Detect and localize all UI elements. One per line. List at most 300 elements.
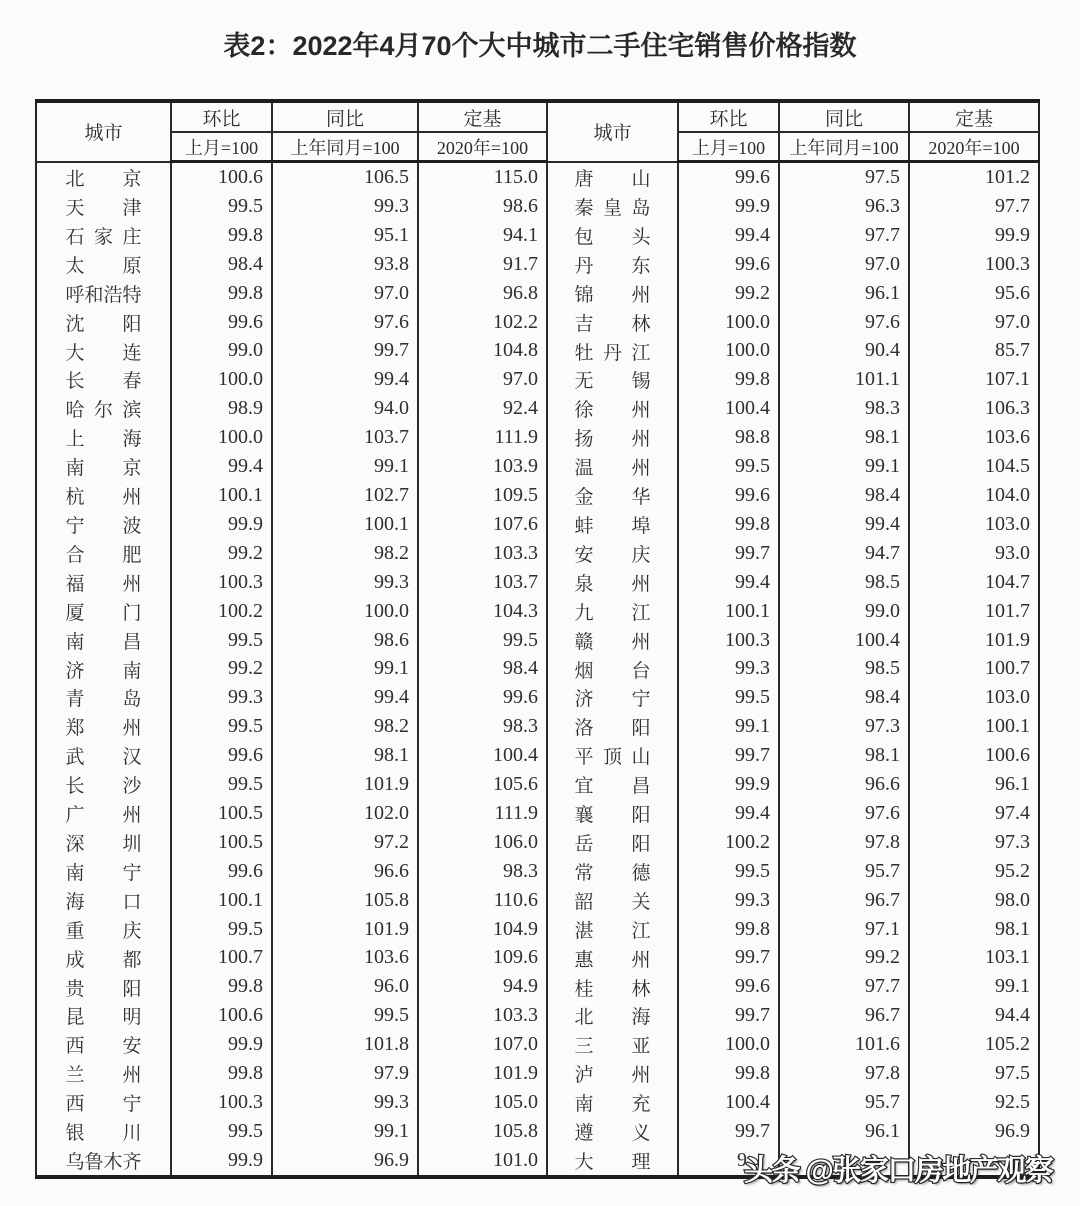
yoy-value-cell: 99.4	[272, 683, 418, 712]
mom-value-cell: 99.4	[678, 221, 779, 250]
yoy-value-cell: 97.6	[779, 308, 909, 337]
city-cell	[36, 510, 171, 539]
city-name: 大连	[65, 342, 142, 364]
city-cell	[36, 221, 171, 250]
city-name: 常德	[574, 862, 651, 884]
mom-value-cell: 99.3	[678, 886, 779, 915]
fixed-value-cell: 101.7	[909, 597, 1039, 626]
fixed-value-cell: 91.7	[418, 250, 547, 279]
yoy-value-cell: 96.7	[779, 1001, 909, 1030]
city-cell	[36, 336, 171, 365]
yoy-value-cell: 96.6	[272, 857, 418, 886]
table-row	[36, 1117, 1039, 1146]
mom-value-cell: 100.1	[678, 597, 779, 626]
yoy-value-cell: 103.6	[272, 943, 418, 972]
fixed-value-cell: 97.0	[418, 365, 547, 394]
city-cell	[36, 1030, 171, 1059]
city-name: 武汉	[65, 747, 142, 769]
mom-value-cell: 100.0	[678, 308, 779, 337]
fixed-value-cell: 99.9	[909, 221, 1039, 250]
city-name: 丹东	[574, 255, 651, 277]
city-cell	[36, 597, 171, 626]
city-name: 济宁	[574, 689, 651, 711]
city-cell	[36, 481, 171, 510]
table-row	[36, 192, 1039, 221]
fixed-value-cell: 97.5	[909, 1059, 1039, 1088]
city-name: 秦皇岛	[574, 198, 651, 220]
yoy-value-cell: 96.3	[779, 192, 909, 221]
city-cell	[36, 192, 171, 221]
fixed-value-cell: 102.2	[418, 308, 547, 337]
fixed-value-cell: 96.9	[909, 1117, 1039, 1146]
mom-value-cell: 99.4	[678, 799, 779, 828]
mom-value-cell: 99.8	[171, 221, 272, 250]
fixed-value-cell: 103.9	[418, 452, 547, 481]
city-name: 扬州	[574, 429, 651, 451]
fixed-value-cell: 99.1	[909, 972, 1039, 1001]
city-name: 九江	[574, 602, 651, 624]
fixed-value-cell: 97.7	[909, 192, 1039, 221]
city-name: 太原	[65, 255, 142, 277]
yoy-value-cell: 98.1	[779, 423, 909, 452]
city-cell	[547, 1030, 678, 1059]
city-name: 西宁	[65, 1094, 142, 1116]
city-cell	[36, 279, 171, 308]
header-row-sub	[36, 132, 1039, 162]
city-cell	[547, 915, 678, 944]
fixed-value-cell: 100.4	[418, 741, 547, 770]
city-cell	[36, 972, 171, 1001]
city-cell	[36, 539, 171, 568]
yoy-value-cell: 99.3	[272, 1088, 418, 1117]
mom-value-cell: 100.4	[678, 1088, 779, 1117]
yoy-value-cell: 96.6	[779, 770, 909, 799]
city-name: 岳阳	[574, 833, 651, 855]
table-row	[36, 886, 1039, 915]
city-cell	[547, 336, 678, 365]
yoy-value-cell: 98.2	[272, 539, 418, 568]
yoy-value-cell: 96.0	[272, 972, 418, 1001]
yoy-value-cell: 93.8	[272, 250, 418, 279]
mom-value-cell: 99.5	[678, 857, 779, 886]
city-cell	[547, 365, 678, 394]
city-cell	[547, 1059, 678, 1088]
mom-value-cell: 99.6	[678, 481, 779, 510]
mom-value-cell: 99.8	[678, 510, 779, 539]
fixed-value-cell: 94.1	[418, 221, 547, 250]
col-header-fixed-right: 定基	[909, 101, 1039, 132]
city-cell	[547, 712, 678, 741]
city-cell	[36, 683, 171, 712]
mom-value-cell: 99.6	[171, 741, 272, 770]
mom-value-cell: 99.5	[171, 712, 272, 741]
yoy-value-cell: 97.8	[779, 828, 909, 857]
mom-value-cell: 99.6	[171, 308, 272, 337]
mom-value-cell: 99.9	[171, 1030, 272, 1059]
mom-value-cell: 99.0	[171, 336, 272, 365]
city-cell	[36, 857, 171, 886]
city-cell	[547, 221, 678, 250]
fixed-value-cell: 107.0	[418, 1030, 547, 1059]
yoy-value-cell: 97.0	[779, 250, 909, 279]
yoy-value-cell: 99.4	[272, 365, 418, 394]
yoy-value-cell: 98.4	[779, 683, 909, 712]
mom-value-cell: 99.5	[678, 683, 779, 712]
city-cell	[547, 481, 678, 510]
table-row	[36, 539, 1039, 568]
yoy-value-cell: 102.7	[272, 481, 418, 510]
mom-value-cell: 99.8	[171, 1059, 272, 1088]
table-row	[36, 568, 1039, 597]
fixed-value-cell: 104.3	[418, 597, 547, 626]
city-name: 三亚	[574, 1036, 651, 1058]
yoy-value-cell: 90.4	[779, 336, 909, 365]
header-row-main	[36, 101, 1039, 132]
city-name: 平顶山	[574, 747, 651, 769]
yoy-value-cell: 96.7	[779, 886, 909, 915]
yoy-value-cell: 97.6	[272, 308, 418, 337]
mom-value-cell: 99.8	[678, 1059, 779, 1088]
mom-value-cell: 99.5	[171, 1117, 272, 1146]
city-name: 杭州	[65, 487, 142, 509]
city-name: 无锡	[574, 371, 651, 393]
city-name: 泉州	[574, 573, 651, 595]
fixed-value-cell: 104.7	[909, 568, 1039, 597]
city-cell	[36, 770, 171, 799]
city-cell	[36, 1059, 171, 1088]
city-name: 安庆	[574, 544, 651, 566]
city-name: 大理	[574, 1151, 651, 1173]
city-name: 昆明	[65, 1007, 142, 1029]
fixed-value-cell: 96.8	[418, 279, 547, 308]
yoy-value-cell: 95.7	[779, 1088, 909, 1117]
city-name: 蚌埠	[574, 516, 651, 538]
city-cell	[547, 943, 678, 972]
city-name: 郑州	[65, 718, 142, 740]
mom-value-cell: 99.7	[678, 1001, 779, 1030]
city-name: 北京	[65, 168, 142, 190]
yoy-value-cell: 96.9	[272, 1146, 418, 1177]
city-cell	[36, 365, 171, 394]
fixed-value-cell: 94.9	[418, 972, 547, 1001]
table-row	[36, 279, 1039, 308]
city-name: 成都	[65, 949, 142, 971]
col-header-yoy-right: 同比	[779, 101, 909, 132]
fixed-value-cell: 97.3	[909, 828, 1039, 857]
city-cell	[547, 394, 678, 423]
yoy-value-cell: 99.3	[272, 192, 418, 221]
mom-value-cell: 100.0	[171, 423, 272, 452]
city-name: 包头	[574, 226, 651, 248]
city-cell	[36, 741, 171, 770]
table-row	[36, 654, 1039, 683]
city-cell	[547, 683, 678, 712]
city-name: 兰州	[65, 1065, 142, 1087]
city-cell	[547, 279, 678, 308]
city-name: 烟台	[574, 660, 651, 682]
yoy-value-cell: 99.1	[779, 452, 909, 481]
mom-value-cell: 100.0	[171, 365, 272, 394]
city-cell	[547, 539, 678, 568]
city-name: 襄阳	[574, 805, 651, 827]
city-cell	[36, 943, 171, 972]
mom-value-cell: 99.1	[678, 712, 779, 741]
fixed-value-cell: 94.4	[909, 1001, 1039, 1030]
mom-value-cell: 100.3	[678, 626, 779, 655]
mom-value-cell: 99.8	[171, 279, 272, 308]
yoy-value-cell: 97.8	[779, 1059, 909, 1088]
yoy-value-cell: 98.6	[272, 626, 418, 655]
yoy-value-cell: 99.5	[272, 1001, 418, 1030]
city-name: 赣州	[574, 631, 651, 653]
fixed-value-cell: 107.1	[909, 365, 1039, 394]
fixed-value-cell: 105.6	[418, 770, 547, 799]
yoy-value-cell: 95.1	[272, 221, 418, 250]
yoy-value-cell: 97.7	[779, 221, 909, 250]
table-row	[36, 365, 1039, 394]
table-body	[36, 162, 1039, 1177]
col-header-yoy-left: 同比	[272, 101, 418, 132]
yoy-value-cell: 101.9	[272, 915, 418, 944]
yoy-value-cell: 99.1	[272, 1117, 418, 1146]
city-name: 长春	[65, 371, 142, 393]
yoy-value-cell: 99.7	[272, 336, 418, 365]
fixed-value-cell: 93.0	[909, 539, 1039, 568]
city-name: 西安	[65, 1036, 142, 1058]
city-name: 北海	[574, 1007, 651, 1029]
fixed-value-cell: 109.6	[418, 943, 547, 972]
fixed-value-cell: 98.0	[909, 886, 1039, 915]
table-row	[36, 1001, 1039, 1030]
fixed-value-cell: 101.0	[418, 1146, 547, 1177]
col-header-mom-right: 环比	[678, 101, 779, 132]
fixed-value-cell: 98.6	[418, 192, 547, 221]
table-row	[36, 394, 1039, 423]
table-row	[36, 712, 1039, 741]
mom-value-cell: 100.4	[678, 394, 779, 423]
city-name: 银川	[65, 1123, 142, 1145]
mom-value-cell: 99.6	[171, 857, 272, 886]
mom-value-cell: 98.8	[678, 423, 779, 452]
yoy-value-cell: 97.6	[779, 799, 909, 828]
city-cell	[36, 250, 171, 279]
table-row	[36, 452, 1039, 481]
yoy-value-cell: 99.3	[272, 568, 418, 597]
mom-value-cell: 100.5	[171, 828, 272, 857]
city-name: 石家庄	[65, 226, 142, 248]
city-cell	[547, 250, 678, 279]
fixed-value-cell: 109.5	[418, 481, 547, 510]
city-name: 泸州	[574, 1065, 651, 1087]
city-name: 天津	[65, 198, 142, 220]
yoy-value-cell: 101.1	[779, 365, 909, 394]
fixed-value-cell: 103.7	[418, 568, 547, 597]
yoy-value-cell: 94.7	[779, 539, 909, 568]
city-name: 南京	[65, 458, 142, 480]
city-cell	[547, 828, 678, 857]
page-title: 表2：2022年4月70个大中城市二手住宅销售价格指数	[223, 31, 857, 61]
yoy-value-cell: 94.0	[272, 394, 418, 423]
mom-value-cell: 100.6	[171, 1001, 272, 1030]
mom-value-cell: 100.0	[678, 1030, 779, 1059]
fixed-value-cell: 104.8	[418, 336, 547, 365]
mom-value-cell: 99.5	[171, 626, 272, 655]
fixed-value-cell: 103.0	[909, 510, 1039, 539]
yoy-value-cell: 97.0	[272, 279, 418, 308]
fixed-value-cell: 104.5	[909, 452, 1039, 481]
col-subheader-fixed-left: 2020年=100	[418, 132, 547, 162]
mom-value-cell: 100.3	[171, 568, 272, 597]
yoy-value-cell: 99.0	[779, 597, 909, 626]
fixed-value-cell: 92.4	[418, 394, 547, 423]
table-row	[36, 828, 1039, 857]
table-row	[36, 915, 1039, 944]
yoy-value-cell: 95.7	[779, 857, 909, 886]
city-cell	[36, 886, 171, 915]
col-header-city-right: 城市	[547, 101, 678, 162]
city-name: 牡丹江	[574, 342, 651, 364]
yoy-value-cell: 98.5	[779, 654, 909, 683]
city-name: 福州	[65, 573, 142, 595]
city-cell	[547, 1146, 678, 1177]
yoy-value-cell: 105.8	[272, 886, 418, 915]
city-name: 韶关	[574, 891, 651, 913]
mom-value-cell: 99.7	[678, 539, 779, 568]
table-row	[36, 1059, 1039, 1088]
city-name: 南宁	[65, 862, 142, 884]
table-row	[36, 857, 1039, 886]
fixed-value-cell: 105.8	[418, 1117, 547, 1146]
city-name: 合肥	[65, 544, 142, 566]
city-name: 惠州	[574, 949, 651, 971]
city-name: 青岛	[65, 689, 142, 711]
mom-value-cell: 99.2	[171, 539, 272, 568]
fixed-value-cell: 97.0	[909, 308, 1039, 337]
mom-value-cell: 99.9	[678, 192, 779, 221]
city-cell	[36, 162, 171, 192]
yoy-value-cell: 97.1	[779, 915, 909, 944]
yoy-value-cell: 100.0	[272, 597, 418, 626]
mom-value-cell: 9	[678, 1146, 779, 1177]
col-subheader-yoy-left: 上年同月=100	[272, 132, 418, 162]
city-name: 唐山	[574, 168, 651, 190]
city-name: 厦门	[65, 602, 142, 624]
city-name: 上海	[65, 429, 142, 451]
mom-value-cell: 99.7	[678, 1117, 779, 1146]
fixed-value-cell: 111.9	[418, 799, 547, 828]
mom-value-cell: 99.6	[678, 250, 779, 279]
yoy-value-cell: 101.6	[779, 1030, 909, 1059]
mom-value-cell: 100.3	[171, 1088, 272, 1117]
city-name: 深圳	[65, 833, 142, 855]
city-cell	[547, 886, 678, 915]
fixed-value-cell: 104.0	[909, 481, 1039, 510]
city-cell	[36, 828, 171, 857]
fixed-value-cell: 103.6	[909, 423, 1039, 452]
mom-value-cell: 99.2	[171, 654, 272, 683]
fixed-value-cell: 100.6	[909, 741, 1039, 770]
mom-value-cell: 100.2	[678, 828, 779, 857]
city-name: 宁波	[65, 516, 142, 538]
yoy-value-cell: 98.4	[779, 481, 909, 510]
city-name: 洛阳	[574, 718, 651, 740]
mom-value-cell: 98.9	[171, 394, 272, 423]
fixed-value-cell: 97.4	[909, 799, 1039, 828]
yoy-value-cell: 97.7	[779, 972, 909, 1001]
yoy-value-cell: 99.1	[272, 452, 418, 481]
city-name: 湛江	[574, 920, 651, 942]
city-name: 温州	[574, 458, 651, 480]
city-cell	[547, 1001, 678, 1030]
mom-value-cell: 99.8	[678, 365, 779, 394]
city-name: 南充	[574, 1094, 651, 1116]
yoy-value-cell: 103.7	[272, 423, 418, 452]
col-header-fixed-left: 定基	[418, 101, 547, 132]
mom-value-cell: 99.2	[678, 279, 779, 308]
mom-value-cell: 99.9	[171, 510, 272, 539]
city-name: 徐州	[574, 400, 651, 422]
mom-value-cell: 100.6	[171, 162, 272, 192]
yoy-value-cell: 97.5	[779, 162, 909, 192]
yoy-value-cell: 97.2	[272, 828, 418, 857]
yoy-value-cell: 99.2	[779, 943, 909, 972]
fixed-value-cell: 92.5	[909, 1088, 1039, 1117]
mom-value-cell: 99.3	[171, 683, 272, 712]
mom-value-cell: 98.4	[171, 250, 272, 279]
yoy-value-cell: 100.1	[272, 510, 418, 539]
fixed-value-cell: 98.4	[418, 654, 547, 683]
city-cell	[36, 568, 171, 597]
yoy-value-cell: 98.2	[272, 712, 418, 741]
city-name: 乌鲁木齐	[65, 1151, 142, 1173]
city-cell	[36, 799, 171, 828]
mom-value-cell: 99.5	[171, 915, 272, 944]
table-row	[36, 510, 1039, 539]
mom-value-cell: 99.5	[678, 452, 779, 481]
city-name: 哈尔滨	[65, 400, 142, 422]
fixed-value-cell: 103.1	[909, 943, 1039, 972]
yoy-value-cell: 97.3	[779, 712, 909, 741]
city-cell	[547, 799, 678, 828]
fixed-value-cell: 100.7	[909, 654, 1039, 683]
yoy-value-cell: 101.8	[272, 1030, 418, 1059]
table-row	[36, 308, 1039, 337]
city-name: 金华	[574, 487, 651, 509]
mom-value-cell: 99.7	[678, 943, 779, 972]
table-row	[36, 250, 1039, 279]
city-name: 海口	[65, 891, 142, 913]
city-cell	[547, 770, 678, 799]
yoy-value-cell: 102.0	[272, 799, 418, 828]
city-cell	[547, 741, 678, 770]
yoy-value-cell: 98.5	[779, 568, 909, 597]
table-row	[36, 741, 1039, 770]
mom-value-cell: 99.8	[171, 972, 272, 1001]
fixed-value-cell: 95.6	[909, 279, 1039, 308]
city-name: 广州	[65, 805, 142, 827]
mom-value-cell: 99.3	[678, 654, 779, 683]
mom-value-cell: 99.6	[678, 972, 779, 1001]
fixed-value-cell: 101.2	[909, 162, 1039, 192]
city-cell	[547, 568, 678, 597]
city-name: 遵义	[574, 1123, 651, 1145]
yoy-value-cell: 96.1	[779, 279, 909, 308]
city-cell	[547, 1117, 678, 1146]
city-cell	[36, 308, 171, 337]
table-row	[36, 972, 1039, 1001]
city-name: 南昌	[65, 631, 142, 653]
watermark: 头条 @张家口房地产观察	[744, 1155, 1053, 1187]
